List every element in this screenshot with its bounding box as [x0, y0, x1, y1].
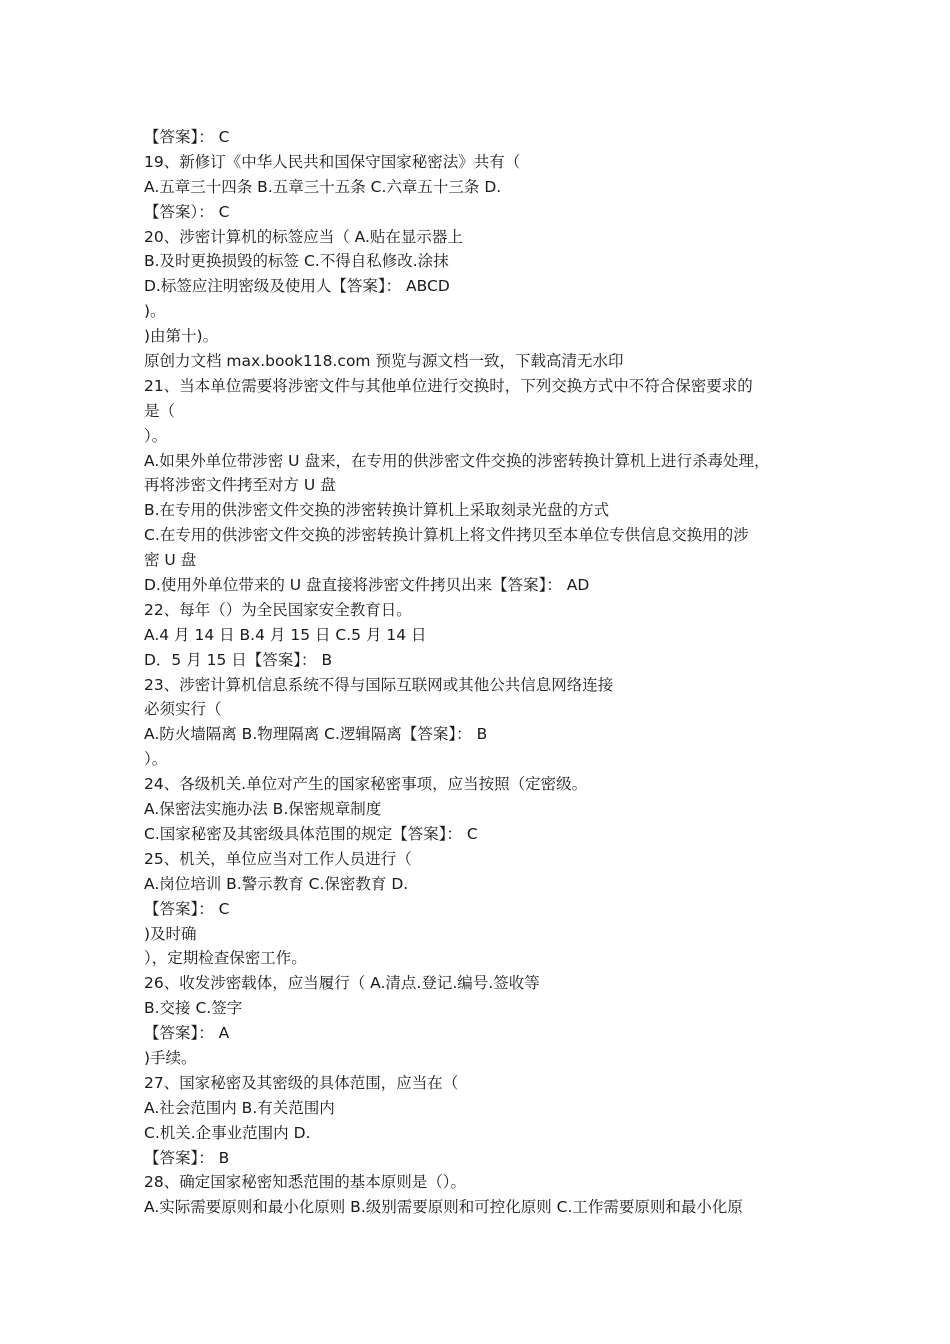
- text-line: 【答案】： C: [144, 128, 230, 146]
- text-line: B.交接 C.签字: [144, 999, 243, 1018]
- text-line: 22、每年（）为全民国家安全教育日。: [144, 600, 412, 619]
- text-line: C.在专用的供涉密文件交换的涉密转换计算机上将文件拷贝至本单位专供信息交换用的涉: [144, 526, 749, 545]
- text-line: )。: [144, 302, 166, 321]
- text-line: D．5 月 15 日【答案】： B: [144, 650, 333, 669]
- text-line: 20、涉密计算机的标签应当（ A.贴在显示器上: [144, 227, 463, 246]
- text-line: A.实际需要原则和最小化原则 B.级别需要原则和可控化原则 C.工作需要原则和最小化原: [144, 1198, 743, 1217]
- text-line: C.机关.企事业范围内 D.: [144, 1123, 311, 1142]
- text-line: 24、各级机关.单位对产生的国家秘密事项，应当按照（定密级。: [144, 775, 588, 794]
- text-line: )手续。: [144, 1048, 197, 1067]
- text-line: 27、国家秘密及其密级的具体范围，应当在（: [144, 1073, 459, 1092]
- text-line: 【答案）： C: [144, 202, 230, 221]
- text-line: B.在专用的供涉密文件交换的涉密转换计算机上采取刻录光盘的方式: [144, 501, 610, 520]
- text-line: )及时确: [144, 924, 197, 943]
- text-line: A.五章三十四条 B.五章三十五条 C.六章五十三条 D.: [144, 177, 502, 196]
- text-line: 【答案】： B: [144, 1148, 230, 1167]
- text-line: 原创力文档 max.book118.com 预览与源文档一致，下载高清无水印: [144, 352, 624, 371]
- text-line: ），定期检查保密工作。: [144, 949, 307, 968]
- text-line: ）。: [144, 426, 168, 445]
- text-line: 28、确定国家秘密知悉范围的基本原则是（）。: [144, 1173, 466, 1192]
- text-line: A.社会范围内 B.有关范围内: [144, 1098, 335, 1117]
- text-line: 是（: [144, 401, 176, 420]
- text-line: A.防火墙隔离 B.物理隔离 C.逻辑隔离【答案】： B: [144, 725, 488, 744]
- text-line: B.及时更换损毁的标签 C.不得自私修改.涂抹: [144, 252, 449, 271]
- text-line: 再将涉密文件拷至对方 U 盘: [144, 476, 336, 495]
- text-line: D.标签应注明密级及使用人【答案】： ABCD: [144, 277, 450, 296]
- text-line: A.如果外单位带涉密 U 盘来，在专用的供涉密文件交换的涉密转换计算机上进行杀毒处理，: [144, 451, 770, 470]
- text-line: 必须实行（: [144, 700, 222, 719]
- text-line: 21、当本单位需要将涉密文件与其他单位进行交换时，下列交换方式中不符合保密要求的: [144, 376, 753, 395]
- text-line: 【答案】： C: [144, 899, 230, 918]
- text-line: )由第十)。: [144, 327, 219, 346]
- text-line: A.保密法实施办法 B.保密规章制度: [144, 800, 382, 819]
- document-body: [144, 125, 819, 1220]
- text-line: 23、涉密计算机信息系统不得与国际互联网或其他公共信息网络连接: [144, 675, 614, 694]
- text-line: 19、新修订《中华人民共和国保守国家秘密法》共有（: [144, 152, 521, 171]
- text-line: C.国家秘密及其密级具体范围的规定【答案】： C: [144, 824, 478, 843]
- text-line: 26、收发涉密载体，应当履行（ A.清点.登记.编号.签收等: [144, 974, 540, 993]
- text-line: 25、机关，单位应当对工作人员进行（: [144, 849, 412, 868]
- text-line: A.4 月 14 日 B.4 月 15 日 C.5 月 14 日: [144, 625, 427, 644]
- text-line: 密 U 盘: [144, 551, 197, 570]
- text-line: 【答案】： A: [144, 1024, 230, 1043]
- text-line: ）。: [144, 750, 168, 769]
- text-line: A.岗位培训 B.警示教育 C.保密教育 D.: [144, 874, 409, 893]
- text-line: D.使用外单位带来的 U 盘直接将涉密文件拷贝出来【答案】： AD: [144, 576, 590, 595]
